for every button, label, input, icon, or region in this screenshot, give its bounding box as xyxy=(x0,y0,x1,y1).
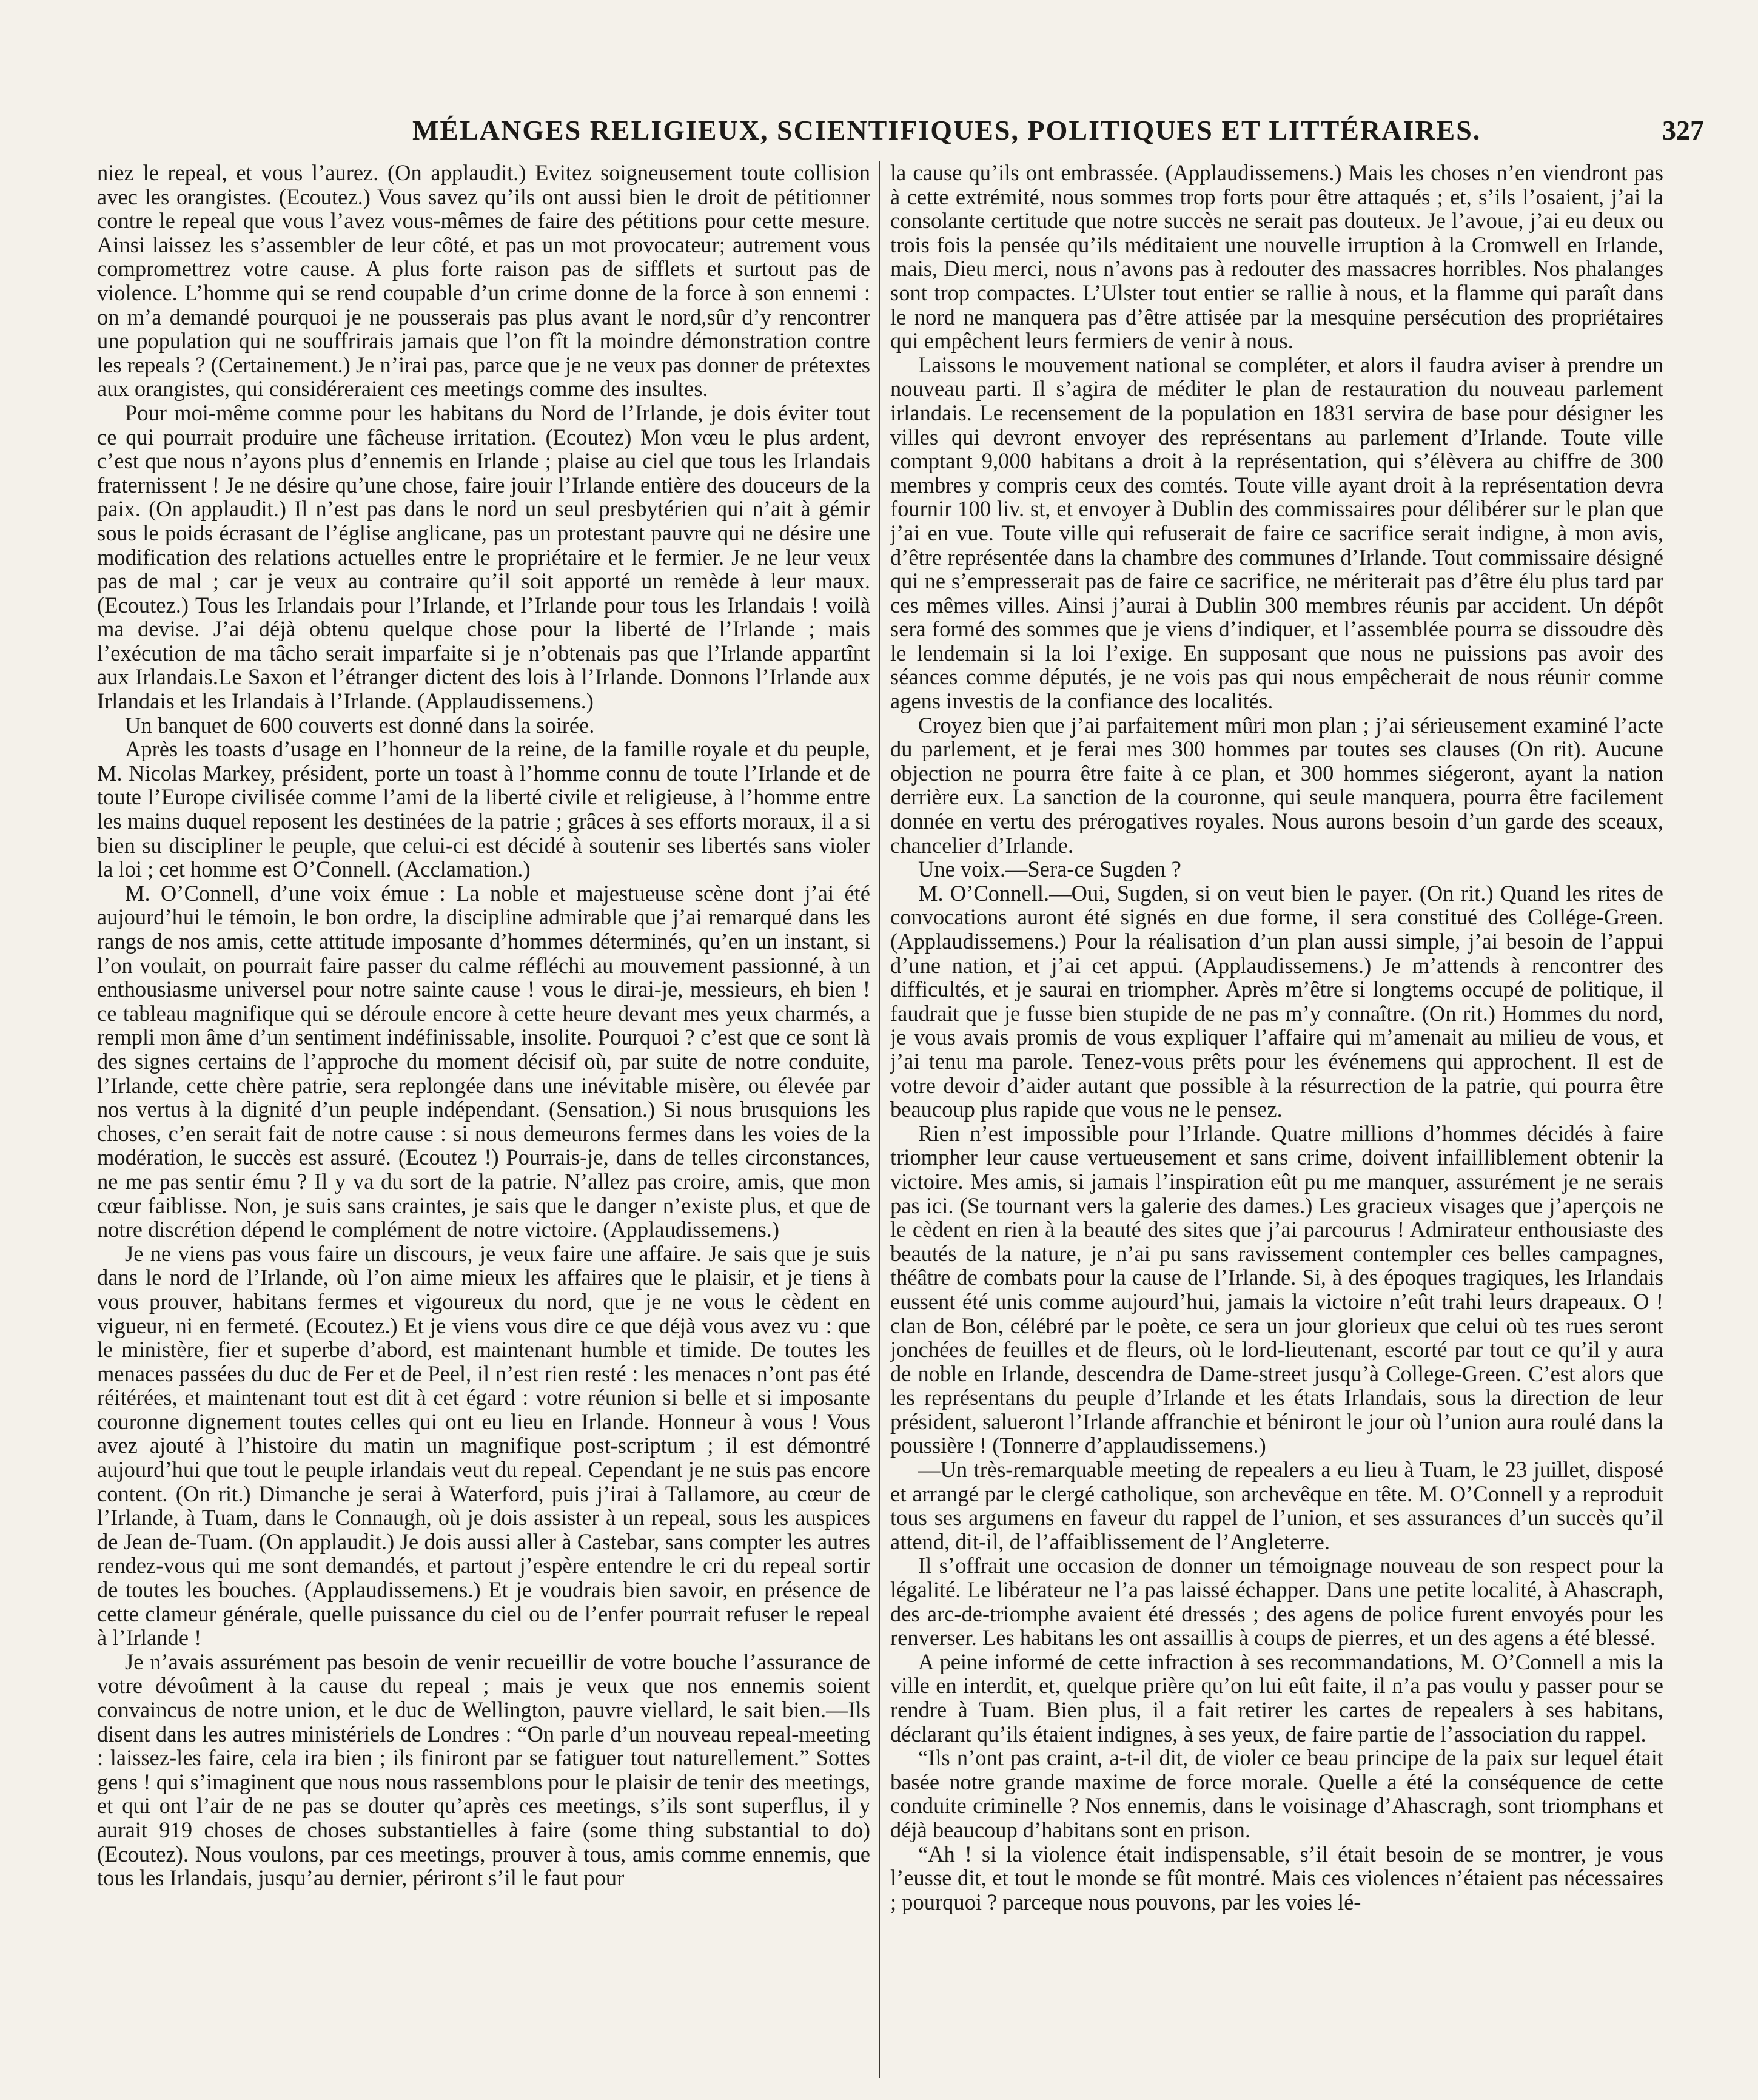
paragraph: Je ne viens pas vous faire un discours, je veux faire une affaire. Je sais que je suis dans le nord de l’Irlande, où l’on aime mieux les affaires que le plaisir, et je tiens à vous prouver, habitans fermes et vigoureux du nord, que je ne vous le cèdent en vigueur, ni en fermeté. (Ecoutez.) Et je viens vous dire ce que déjà vous avez vu : que le ministère, fier et superbe d’abord, est maintenant humble et timide. De toutes les menaces passées du duc de Fer et de Peel, il n’est rien resté : les menaces n’ont pas été réitérées, et maintenant tout est dit à cet égard : votre réunion si belle et si imposante couronne dignement toutes celles qui ont eu lieu en Irlande. Honneur à vous ! Vous avez ajouté à l’histoire du matin un magnifique post-scriptum ; il est démontré aujourd’hui que tout le peuple irlandais veut du repeal. Cependant je ne suis pas encore content. (On rit.) Dimanche je serai à Waterford, puis j’irai à Tallamore, au cœur de l’Irlande, à Tuam, dans le Connaugh, où je dois assister à un repeal, sous les auspices de Jean de-Tuam. (On applaudit.) Je dois aussi aller à Castebar, sans compter les autres rendez-vous qui me sont demandés, et partout j’espère entendre le cri du repeal sortir de toutes les bouches. (Applaudissemens.) Et je voudrais bien savoir, en présence de cette clameur générale, quelle puissance du ciel ou de l’enfer pourrait refuser le repeal à l’Irlande ! xyxy=(97,1240,870,1651)
left-column xyxy=(97,161,870,2084)
paragraph: Un banquet de 600 couverts est donné dans la soirée. xyxy=(125,712,595,738)
running-title: MÉLANGES RELIGIEUX, SCIENTIFIQUES, POLITIQUES ET LITTÉRAIRES. xyxy=(412,115,1481,146)
paragraph: niez le repeal, et vous l’aurez. (On applaudit.) Evitez soigneusement toute collision avec les orangistes. (Ecoutez.) Vous savez qu’ils ont aussi bien le droit de pétitionner contre le repeal que vous l’avez vous-mêmes de faire des pétitions pour cette mesure. Ainsi laissez les s’assembler de leur côté, et pas un mot provocateur; autrement vous compromettrez votre cause. A plus forte raison pas de sifflets et surtout pas de violence. L’homme qui se rend coupable d’un crime donne de la force à son ennemi : on m’a demandé pourquoi je ne pousserais pas plus avant le nord,sûr d’y rencontrer une population qui ne souffrirais jamais que l’on fît la moindre démonstration contre les repeals ? (Certainement.) Je n’irai pas, parce que je ne veux pas donner de prétextes aux orangistes, qui considéreraient ces meetings comme des insultes. xyxy=(97,161,870,402)
column-divider xyxy=(879,161,880,2078)
paragraph: Croyez bien que j’ai parfaitement mûri mon plan ; j’ai sérieusement examiné l’acte du parlement, et je ferai mes 300 hommes par toutes ses clauses (On rit). Aucune objection ne pourra être faite à ce plan, et 300 hommes siégeront, ayant la nation derrière eux. La sanction de la couronne, qui seule manquera, pourra être facilement donnée en vertu des prérogatives royales. Nous aurons besoin d’un garde des sceaux, chancelier d’Irlande. xyxy=(890,712,1663,858)
paragraph: Laissons le mouvement national se compléter, et alors il faudra aviser à prendre un nouveau parti. Il s’agira de méditer le plan de restauration du nouveau parlement irlandais. Le recensement de la population en 1831 servira de base pour désigner les villes qui devront envoyer des représentans au parlement d’Irlande. Toute ville comptant 9,000 habitans a droit à la représentation, qui s’élèvera au chiffre de 300 membres y compris ceux des comtés. Toute ville ayant droit à la représentation devra fournir 100 liv. st, et envoyer à Dublin des commissaires pour délibérer sur le plan que j’ai en vue. Toute ville qui refuserait de faire ce sacrifice serait indigne, à mon avis, d’être représentée dans la chambre des communes d’Irlande. Tout commissaire désigné qui ne s’empresserait pas de faire ce sacrifice, ne mériterait pas d’être élu plus tard par ces mêmes villes. Ainsi j’aurai à Dublin 300 membres réunis par accident. Un dépôt sera formé des sommes que je viens d’indiquer, et l’assemblée pourra se dissoudre dès le lendemain si la loi l’exige. En supposant que nous ne puissions pas avoir des séances comme députés, je ne vois pas qui nous empêcherait de nous réunir comme agens investis de la confiance des localités. xyxy=(890,352,1663,714)
paragraph: Je n’avais assurément pas besoin de venir recueillir de votre bouche l’assurance de votre dévoûment à la cause du repeal ; mais je veux que nos ennemis soient convaincus de notre union, et le duc de Wellington, pauvre viellard, le sait bien.—Ils disent dans les autres ministériels de Londres : “On parle d’un nouveau repeal-meeting : laissez-les faire, cela ira bien ; ils finiront par se fatiguer tout naturellement.” Sottes gens ! qui s’imaginent que nous nous rassemblons pour le plaisir de tenir des meetings, et qui ont l’air de ne pas se douter qu’après ces meetings, s’ils sont superflus, il y aurait 919 choses de choses substantielles à faire (some thing substantial to do) (Ecoutez). Nous voulons, par ces meetings, prouver à tous, amis comme ennemis, que tous les Irlandais, jusqu’au dernier, périront s’il le faut pour xyxy=(97,1649,870,1891)
paragraph: —Un très-remarquable meeting de repealers a eu lieu à Tuam, le 23 juillet, disposé et arrangé par le clergé catholique, son archevêque en tête. M. O’Connell y a reproduit tous ses argumens en faveur du rappel de l’union, et ses assurances d’un succès qu’il attend, dit-il, de l’affaiblissement de l’Angleterre. xyxy=(890,1457,1663,1554)
paragraph: “Ils n’ont pas craint, a-t-il dit, de violer ce beau principe de la paix sur lequel était basée notre grande maxime de force morale. Quelle a été la conséquence de cette conduite criminelle ? Nos ennemis, dans le voisinage d’Ahascragh, sont triomphans et déjà beaucoup d’habitans sont en prison. xyxy=(890,1745,1663,1842)
paragraph: M. O’Connell.—Oui, Sugden, si on veut bien le payer. (On rit.) Quand les rites de convocations auront été signés en due forme, il sera constitué des Collége-Green. (Applaudissemens.) Pour la réalisation d’un plan aussi simple, j’ai besoin de l’appui d’une nation, et j’ai cet appui. (Applaudissemens.) Je m’attends à rencontrer des difficultés, et je saurai en triompher. Après m’être si longtems occupé de politique, il faudrait que je fusse bien stupide de ne pas m’y connaître. (On rit.) Hommes du nord, je vous avais promis de vous expliquer l’affaire qui m’amenait au milieu de vous, et j’ai tenu ma parole. Tenez-vous prêts pour les événemens qui approchent. Il est de votre devoir d’aider autant que possible à la résurrection de la patrie, qui pourra être beaucoup plus rapide que vous ne le pensez. xyxy=(890,880,1663,1122)
paragraph: la cause qu’ils ont embrassée. (Applaudissemens.) Mais les choses n’en viendront pas à cette extrémité, nous sommes trop forts pour être attaqués ; et, s’ils l’osaient, j’ai la consolante certitude que notre succès ne serait pas douteux. Je l’avoue, j’ai eu deux ou trois fois la pensée qu’ils méditaient une nouvelle irruption à la Cromwell en Irlande, mais, Dieu merci, nous n’avons pas à redouter des massacres horribles. Nos phalanges sont trop compactes. L’Ulster tout entier se rallie à nous, et la flamme qui paraît dans le nord ne manquera pas d’être attisée par la mesquine persécution des propriétaires qui empêchent leurs fermiers de venir à nous. xyxy=(890,161,1663,354)
page-header xyxy=(73,103,1722,158)
right-column xyxy=(890,161,1663,2084)
page-number: 327 xyxy=(1662,115,1704,146)
paragraph: Après les toasts d’usage en l’honneur de la reine, de la famille royale et du peuple, M. Nicolas Markey, président, porte un toast à l’homme connu de toute l’Irlande et de toute l’Europe civilisée comme l’ami de la liberté civile et religieuse, à l’homme entre les mains duquel reposent les destinées de la patrie ; grâces à ses efforts moraux, il a si bien su discipliner le peuple, que celui-ci est décidé à soutenir ses libertés sans violer la loi ; cet homme est O’Connell. (Acclamation.) xyxy=(97,736,870,882)
paragraph: A peine informé de cette infraction à ses recommandations, M. O’Connell a mis la ville en interdit, et, quelque prière qu’on lui eût faite, il n’a pas voulu y passer pour se rendre à Tuam. Bien plus, il a fait retirer les cartes de repealers à ses habitans, déclarant qu’ils étaient indignes, à ses yeux, de faire partie de l’association du rappel. xyxy=(890,1649,1663,1746)
paragraph: “Ah ! si la violence était indispensable, s’il était besoin de se montrer, je vous l’eusse dit, et tout le monde se fût montré. Mais ces violences n’étaient pas nécessaires ; pourquoi ? parceque nous pouvons, par les voies lé- xyxy=(890,1841,1663,1914)
paragraph: Pour moi-même comme pour les habitans du Nord de l’Irlande, je dois éviter tout ce qui pourrait produire une fâcheuse irritation. (Ecoutez) Mon vœu le plus ardent, c’est que nous n’ayons plus d’ennemis en Irlande ; plaise au ciel que tous les Irlandais fraternissent ! Je ne désire qu’une chose, faire jouir l’Irlande entière des douceurs de la paix. (On applaudit.) Il n’est pas dans le nord un seul presbytérien qui n’ait à gémir sous le poids écrasant de l’église anglicane, pas un protestant pauvre qui ne désire une modification des relations actuelles entre le propriétaire et le fermier. Je ne leur veux pas de mal ; car je veux au contraire qu’il soit apporté un remède à leur maux. (Ecoutez.) Tous les Irlandais pour l’Irlande, et l’Irlande pour tous les Irlandais ! voilà ma devise. J’ai déjà obtenu quelque chose pour la liberté de l’Irlande ; mais l’exécution de ma tâcho serait imparfaite si je n’obtenais pas que l’Irlande appartînt aux Irlandais.Le Saxon et l’étranger dictent des lois à l’Irlande. Donnons l’Irlande aux Irlandais et les Irlandais à l’Irlande. (Applaudissemens.) xyxy=(97,400,870,714)
paragraph: Il s’offrait une occasion de donner un témoignage nouveau de son respect pour la légalité. Le libérateur ne l’a pas laissé échapper. Dans une petite localité, à Ahascraph, des arc-de-triomphe avaient été dressés ; des agens de police furent envoyés pour les renverser. Les habitans les ont assaillis à coups de pierres, et un des agens a été blessé. xyxy=(890,1553,1663,1651)
paragraph: M. O’Connell, d’une voix émue : La noble et majestueuse scène dont j’ai été aujourd’hui le témoin, le bon ordre, la discipline admirable que j’ai remarqué dans les rangs de nos amis, cette attitude imposante d’hommes déterminés, qu’en un instant, si l’on voulait, on pourrait faire passer du calme réfléchi au mouvement passionné, à un enthousiasme universel pour notre sainte cause ! vous le dirai-je, messieurs, eh bien ! ce tableau magnifique qui se déroule encore à cette heure devant mes yeux charmés, a rempli mon âme d’un sentiment indéfinissable, insolite. Pourquoi ? c’est que ce sont là des signes certains de l’approche du moment décisif où, par suite de notre conduite, l’Irlande, cette chère patrie, sera replongée dans une inévitable misère, ou élevée par nos vertus à la dignité d’un peuple indépendant. (Sensation.) Si nous brusquions les choses, c’en serait fait de notre cause : si nous demeurons fermes dans les voies de la modération, le succès est assuré. (Ecoutez !) Pourrais-je, dans de telles circonstances, ne me pas sentir ému ? Il y va du sort de la patrie. N’allez pas croire, amis, que mon cœur faiblisse. Non, je suis sans craintes, je sais que le danger n’existe plus, et que de notre discrétion dépend le complément de notre victoire. (Applaudissemens.) xyxy=(97,880,870,1242)
paragraph: Une voix.—Sera-ce Sugden ? xyxy=(918,856,1181,882)
paragraph: Rien n’est impossible pour l’Irlande. Quatre millions d’hommes décidés à faire triompher leur cause vertueusement et sans crime, doivent infailliblement obtenir la victoire. Mes amis, si jamais l’inspiration eût pu me manquer, assurément je ne serais pas ici. (Se tournant vers la galerie des dames.) Les gracieux visages que j’aperçois ne le cèdent en rien à la beauté des sites que j’ai parcourus ! Admirateur enthousiaste des beautés de la nature, je n’ai pu sans ravissement contempler ces belles campagnes, théâtre de combats pour la cause de l’Irlande. Si, à des époques tragiques, les Irlandais eussent été unis comme aujourd’hui, jamais la victoire n’eût trahi leurs drapeaux. O ! clan de Bon, célébré par le poète, ce sera un jour glorieux que celui où tes rues seront jonchées de feuilles et de fleurs, où le lord-lieutenant, escorté par tout ce qu’il y aura de noble en Irlande, descendra de Dame-street jusqu’à College-Green. C’est alors que les représentans du peuple d’Irlande et les états Irlandais, sous la direction de leur président, salueront l’Irlande affranchie et béniront le jour où l’union aura roulé dans la poussière ! (Tonnerre d’applaudissemens.) xyxy=(890,1120,1663,1458)
